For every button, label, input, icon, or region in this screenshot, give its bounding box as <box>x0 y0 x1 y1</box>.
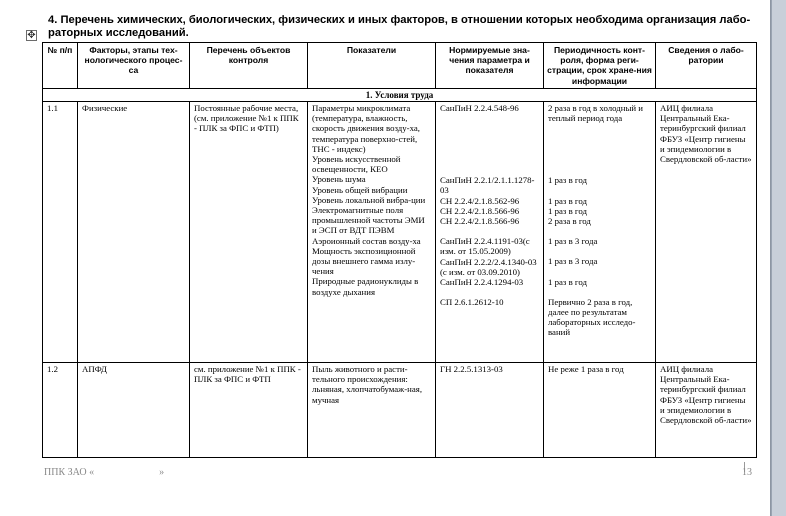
col-header-periodicity: Периодичность конт-роля, форма реги-страции, срок хране-ния информации <box>544 43 656 89</box>
col-header-factors: Факторы, этапы тех-нологического процес-са <box>78 43 190 89</box>
row-lab: АИЦ филиала Центральный Ека-теринбургский филиал ФБУЗ «Центр гигиены и эпидемиологии в Свердловской об-ласти» <box>656 102 757 363</box>
periodicity-item: 1 раз в год <box>548 276 587 287</box>
row-objects: Постоянные рабочие места, (см. приложение №1 к ППК - ПЛК за ФПС и ФТП) <box>190 102 308 363</box>
norm-item: СП 2.6.1.2612-10 <box>440 297 504 308</box>
indicator-item: Уровень искусственной освещенности, КЕО <box>312 154 401 175</box>
page-number: 13 <box>742 467 752 478</box>
row-factor: Физические <box>78 102 190 363</box>
footer-left-end: » <box>159 467 165 478</box>
row-factor: АПФД <box>78 363 190 458</box>
factors-table <box>42 42 757 458</box>
norm-item: СН 2.2.4/2.1.8.562-96 <box>440 195 520 206</box>
indicator-item: Уровень шума <box>312 174 366 185</box>
col-header-objects: Перечень объектов контроля <box>190 43 308 89</box>
section-row <box>43 88 757 101</box>
periodicity-item: 1 раз в год <box>548 175 587 186</box>
norm-item: СанПиН 2.2.2/2.4.1340-03 (с изм. от 03.09.2010) <box>440 256 537 277</box>
footer-left-text: ППК ЗАО « <box>44 467 95 478</box>
table-header-row <box>43 43 757 89</box>
indicator-item: Уровень общей вибрации <box>312 184 408 195</box>
section-heading: 4. Перечень химических, биологических, физических и иных факторов, в отношении которых необходима организация лабо-раторных исследований. <box>48 14 751 39</box>
indicator-item: Параметры микроклимата (температура, влажность, скорость движения возду-ха, температура поверхно-стей, ТНС - индекс) <box>312 103 420 154</box>
indicator-item: Аэроионный состав возду-ха <box>312 235 421 246</box>
indicator-item: Природные радионуклиды в воздухе дыхания <box>312 276 419 297</box>
norm-item: СанПиН 2.2.1/2.1.1.1278-03 <box>440 175 535 196</box>
row-norms: ГН 2.2.5.1313-03 <box>436 363 544 458</box>
table-row <box>43 102 757 363</box>
row-objects: см. приложение №1 к ППК - ПЛК за ФПС и ФТП <box>190 363 308 458</box>
col-header-indicators: Показатели <box>308 43 436 89</box>
indicator-item: Мощность экспозиционной дозы внешнего гамма излу-чения <box>312 245 416 277</box>
page-footer <box>44 467 164 478</box>
periodicity-item: 1 раз в год <box>548 205 587 216</box>
periodicity-item: 1 раз в 3 года <box>548 236 598 247</box>
table-row <box>43 363 757 458</box>
col-header-num: № п/п <box>43 43 78 89</box>
workspace-edge <box>771 0 786 516</box>
row-lab: АИЦ филиала Центральный Ека-теринбургский филиал ФБУЗ «Центр гигиены и эпидемиологии в Свердловской об-ласти» <box>656 363 757 458</box>
row-norms <box>436 102 544 363</box>
table-move-handle-icon[interactable]: ✥ <box>27 30 36 41</box>
periodicity-item: 2 раза в год в холодный и теплый период года <box>548 103 643 124</box>
col-header-norms: Нормируемые зна-чения параметра и показателя <box>436 43 544 89</box>
row-indicators <box>308 102 436 363</box>
row-periodicity <box>544 102 656 363</box>
norm-item: СанПиН 2.2.4.548-96 <box>440 103 519 114</box>
periodicity-item: 1 раз в год <box>548 195 587 206</box>
periodicity-item: 2 раза в год <box>548 216 591 227</box>
row-periodicity: Не реже 1 раза в год <box>544 363 656 458</box>
section-title: 1. Условия труда <box>43 88 757 101</box>
row-num: 1.1 <box>43 102 78 363</box>
norm-item: СанПиН 2.2.4.1191-03(с изм. от 15.05.2009) <box>440 236 530 257</box>
norm-item: СН 2.2.4/2.1.8.566-96 <box>440 216 520 227</box>
row-num: 1.2 <box>43 363 78 458</box>
periodicity-item: Первично 2 раза в год, далее по результатам лабораторных исследо-ваний <box>548 296 636 338</box>
norm-item: СанПиН 2.2.4.1294-03 <box>440 277 524 288</box>
norm-item: СН 2.2.4/2.1.8.566-96 <box>440 205 520 216</box>
periodicity-item: 1 раз в 3 года <box>548 256 598 267</box>
col-header-lab: Сведения о лабо-ратории <box>656 43 757 89</box>
indicator-item: Электромагнитные поля промышленной частоты ЭМИ и ЭСП от ВДТ ПЭВМ <box>312 205 425 236</box>
row-indicators: Пыль животного и расти-тельного происхождения: льняная, хлопчатобумаж-ная, мучная <box>308 363 436 458</box>
indicator-item: Уровень локальной вибра-ции <box>312 194 426 205</box>
